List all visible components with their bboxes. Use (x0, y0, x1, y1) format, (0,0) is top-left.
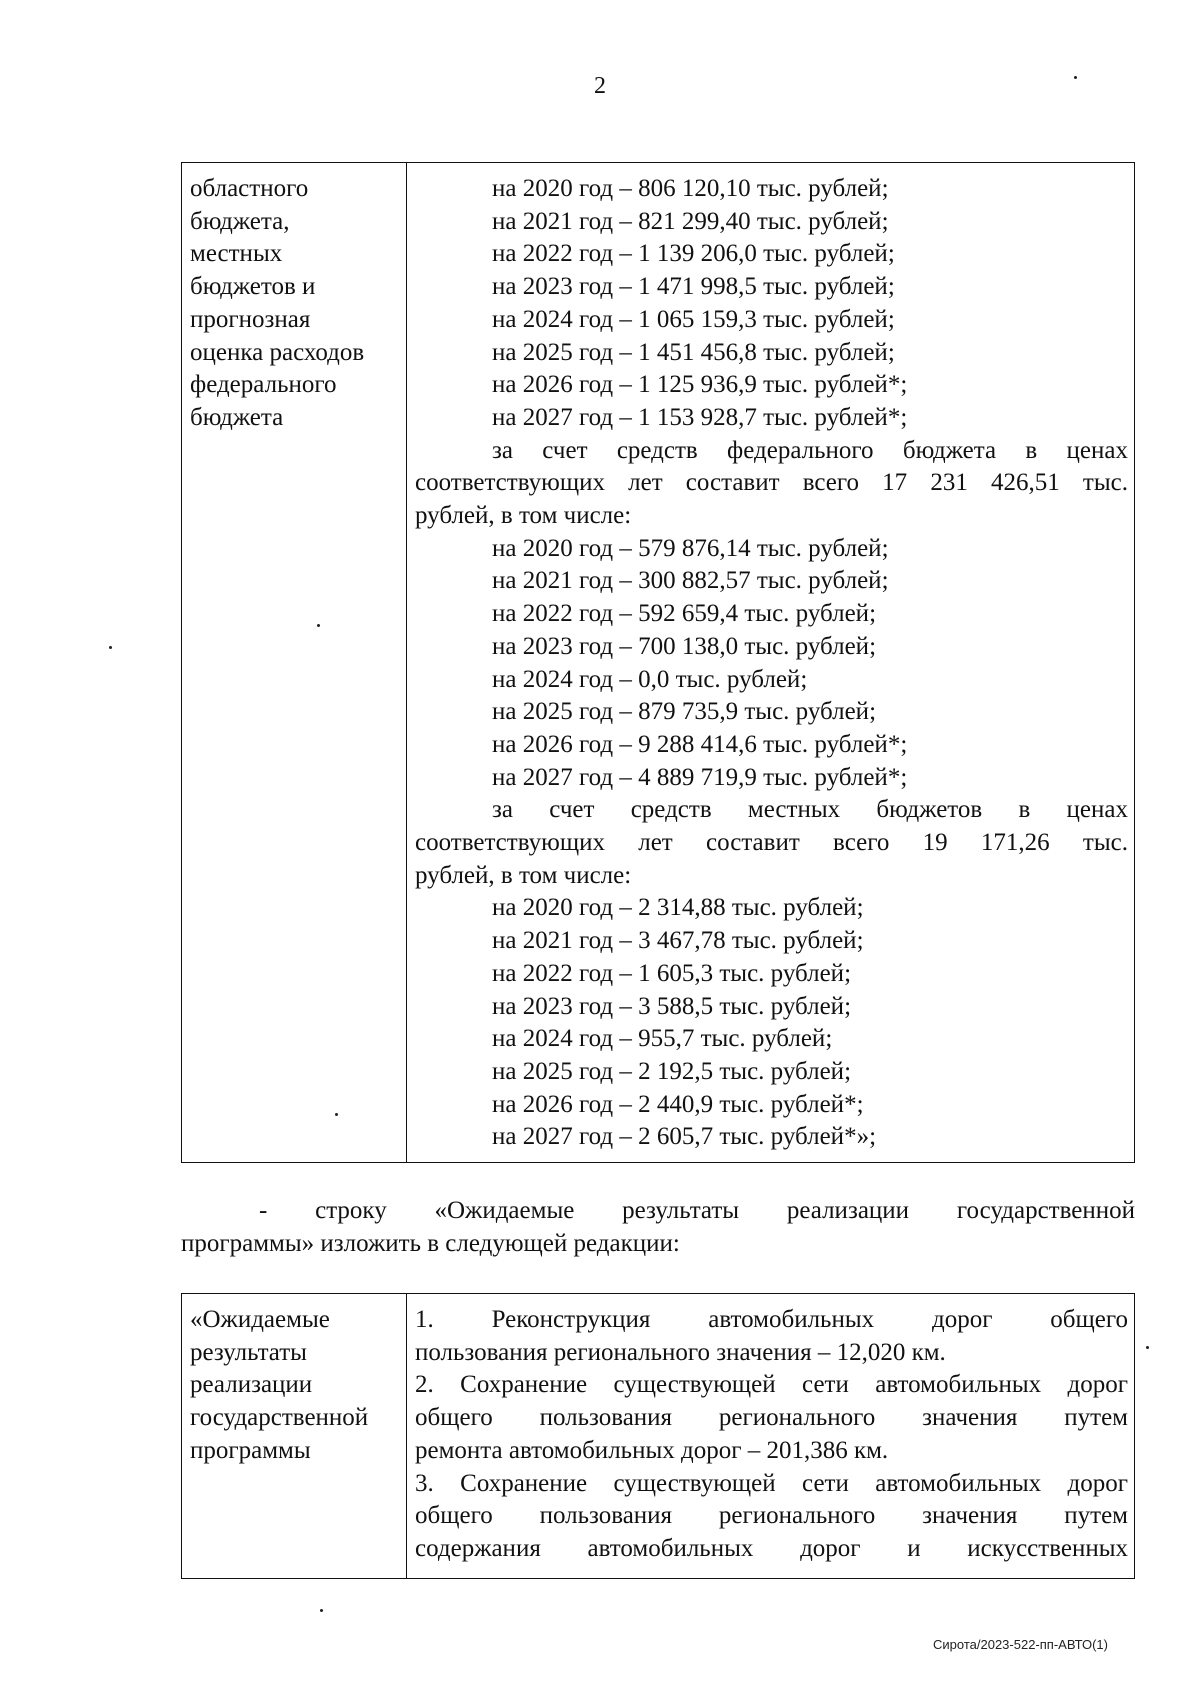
label-line: прогнозная (190, 305, 311, 333)
label-line: оценка расходов (190, 338, 365, 366)
label-line: «Ожидаемые (190, 1306, 330, 1333)
federal-year-line: на 2026 год – 9 288 414,6 тыс. рублей*; (492, 730, 908, 758)
amendment-instruction (181, 1195, 1135, 1260)
federal-year-line: на 2021 год – 300 882,57 тыс. рублей; (492, 567, 889, 595)
label-line: программы (190, 1436, 311, 1464)
expected-results-table (181, 1293, 1135, 1579)
label-line: бюджета, (190, 207, 290, 235)
page-number: 2 (594, 73, 606, 99)
financing-label-cell (182, 163, 407, 1163)
federal-year-line: на 2023 год – 700 138,0 тыс. рублей; (492, 632, 877, 660)
regional-year-line: на 2023 год – 1 471 998,5 тыс. рублей; (492, 273, 895, 301)
result-item-line: общего пользования регионального значения путем (415, 1404, 1128, 1432)
federal-year-line: на 2022 год – 592 659,4 тыс. рублей; (492, 600, 877, 628)
local-intro-line: соответствующих лет составит всего 19 171,26 тыс. (415, 829, 1128, 857)
instruction-line: - строку «Ожидаемые результаты реализации государственной (259, 1197, 1135, 1224)
local-year-line: на 2021 год – 3 467,78 тыс. рублей; (492, 927, 864, 955)
results-values-cell (407, 1294, 1135, 1579)
result-item-line: 2. Сохранение существующей сети автомобильных дорог (415, 1371, 1128, 1399)
label-line: государственной (190, 1404, 369, 1432)
result-item-line: 1. Реконструкция автомобильных дорог общего (415, 1306, 1128, 1333)
regional-year-line: на 2024 год – 1 065 159,3 тыс. рублей; (492, 305, 895, 333)
document-code: Сирота/2023-522-пп-АВТО(1) (933, 1637, 1108, 1652)
local-year-line: на 2026 год – 2 440,9 тыс. рублей*; (492, 1090, 864, 1118)
federal-intro-line: соответствующих лет составит всего 17 231 426,51 тыс. (415, 469, 1128, 497)
scan-speck (1074, 76, 1077, 79)
local-year-line: на 2025 год – 2 192,5 тыс. рублей; (492, 1057, 852, 1085)
federal-intro-line: за счет средств федерального бюджета в ценах (492, 436, 1128, 464)
label-line: бюджетов и (190, 273, 316, 301)
local-year-line: на 2020 год – 2 314,88 тыс. рублей; (492, 894, 864, 922)
instruction-line: программы» изложить в следующей редакции: (181, 1229, 680, 1257)
label-line: федерального (190, 371, 337, 399)
result-item-line: пользования регионального значения – 12,020 км. (415, 1338, 946, 1366)
federal-year-line: на 2027 год – 4 889 719,9 тыс. рублей*; (492, 763, 908, 791)
local-intro-line: за счет средств местных бюджетов в ценах (492, 796, 1128, 824)
financing-values-cell (407, 163, 1135, 1163)
result-item-line: содержания автомобильных дорог и искусственных (415, 1534, 1128, 1562)
regional-year-line: на 2026 год – 1 125 936,9 тыс. рублей*; (492, 371, 908, 399)
regional-year-line: на 2021 год – 821 299,40 тыс. рублей; (492, 207, 889, 235)
regional-year-line: на 2027 год – 1 153 928,7 тыс. рублей*; (492, 403, 908, 431)
financing-table (181, 162, 1135, 1163)
federal-intro-line: рублей, в том числе: (415, 502, 632, 530)
result-item-line: общего пользования регионального значения путем (415, 1502, 1128, 1530)
local-intro-line: рублей, в том числе: (415, 861, 632, 889)
scan-speck (335, 1113, 338, 1116)
label-line: бюджета (190, 403, 284, 431)
label-line: областного (190, 175, 309, 202)
local-year-line: на 2027 год – 2 605,7 тыс. рублей*»; (492, 1123, 877, 1151)
federal-year-line: на 2020 год – 579 876,14 тыс. рублей; (492, 534, 889, 562)
label-line: местных (190, 240, 283, 268)
regional-year-line: на 2020 год – 806 120,10 тыс. рублей; (492, 175, 889, 202)
label-line: реализации (190, 1371, 313, 1399)
regional-year-line: на 2022 год – 1 139 206,0 тыс. рублей; (492, 240, 895, 268)
local-year-line: на 2022 год – 1 605,3 тыс. рублей; (492, 959, 852, 987)
result-item-line: 3. Сохранение существующей сети автомобильных дорог (415, 1469, 1128, 1497)
result-item-line: ремонта автомобильных дорог – 201,386 км. (415, 1436, 889, 1464)
federal-year-line: на 2025 год – 879 735,9 тыс. рублей; (492, 698, 877, 726)
federal-year-line: на 2024 год – 0,0 тыс. рублей; (492, 665, 808, 693)
scan-speck (1146, 1346, 1149, 1349)
local-year-line: на 2024 год – 955,7 тыс. рублей; (492, 1025, 833, 1053)
regional-year-line: на 2025 год – 1 451 456,8 тыс. рублей; (492, 338, 895, 366)
scan-speck (109, 646, 112, 649)
results-label-cell (182, 1294, 407, 1579)
scan-speck (317, 624, 320, 627)
local-year-line: на 2023 год – 3 588,5 тыс. рублей; (492, 992, 852, 1020)
label-line: результаты (190, 1338, 307, 1366)
scan-speck (320, 1609, 323, 1612)
